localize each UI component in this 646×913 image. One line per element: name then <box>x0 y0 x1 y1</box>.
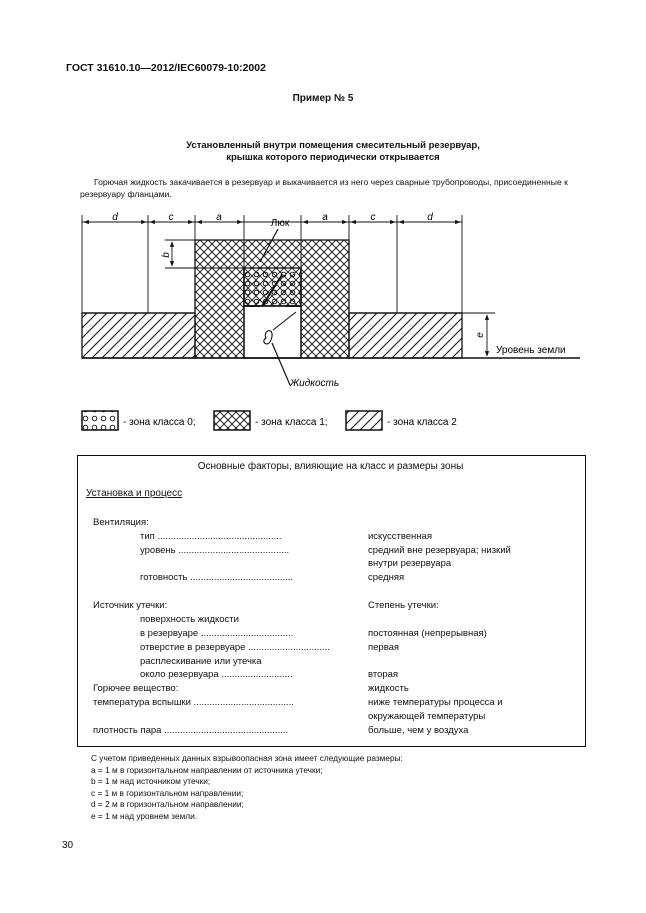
title-line-2: крышка которого периодически открывается <box>226 152 440 163</box>
vent-type-leader: ............................................... <box>157 531 282 542</box>
src2-value: первая <box>368 642 400 653</box>
density-label: плотность пара <box>93 725 162 736</box>
note-d: d = 2 м в горизонтальном направлении; <box>91 799 244 809</box>
src1-row <box>140 627 293 640</box>
intro-paragraph: Горючая жидкость закачивается в резервуар и выкачивается из него через сварные трубопроводы, присоединенные к резервуару фланцами. <box>80 177 568 199</box>
vent-avail-value: средняя <box>368 572 405 583</box>
notes-intro: С учетом приведенных данных взрывоопасная зона имеет следующие размеры: <box>91 753 403 763</box>
source-label: Источник утечки: <box>93 600 168 611</box>
substance-value: жидкость <box>368 683 409 694</box>
liquid-label: Жидкость <box>290 378 340 389</box>
flash-row <box>93 696 294 709</box>
hatch-label: Люк <box>270 218 290 229</box>
note-e: e = 1 м над уровнем земли. <box>91 810 198 821</box>
ventilation-label: Вентиляция: <box>93 517 149 528</box>
zone2-left <box>82 313 195 358</box>
vent-level-label: уровень <box>140 545 176 556</box>
title-line-1: Установленный внутри помещения смесительный резервуар, <box>186 140 480 151</box>
legend-text-zone1: - зона класса 1; <box>255 417 328 428</box>
src1-leader: ................................... <box>200 628 294 639</box>
ground-label: Уровень земли <box>496 345 566 356</box>
dim-b: b <box>161 252 172 258</box>
document-header: ГОСТ 31610.10—2012/IEC60079-10:2002 <box>66 62 266 74</box>
substance-label: Горючее вещество: <box>93 683 179 694</box>
tank <box>244 306 301 358</box>
src3-line2: около резервуара <box>140 669 219 680</box>
vent-level-value-2: внутри резервуара <box>368 558 452 569</box>
vent-avail-label: готовность <box>140 572 188 583</box>
zone0-area <box>244 268 301 306</box>
note-b: b = 1 м над источником утечки; <box>91 776 211 786</box>
note-c: c = 1 м в горизонтальном направлении; <box>91 787 244 798</box>
vent-level-row <box>140 544 289 557</box>
vent-level-leader: .......................................... <box>178 545 290 556</box>
legend-swatch-zone2 <box>346 411 382 430</box>
dim-d-left: d <box>112 212 118 223</box>
flash-value-1: ниже температуры процесса и <box>368 697 503 708</box>
src2-label: отверстие в резервуаре <box>140 642 246 653</box>
vent-type-row <box>140 530 282 543</box>
src3-line1: расплескивание или утечка <box>140 656 262 667</box>
src1-line1: поверхность жидкости <box>140 614 239 625</box>
vent-type-label: тип <box>140 531 155 542</box>
factors-title: Основные факторы, влияющие на класс и размеры зоны <box>197 461 464 472</box>
vent-level-value-1: средний вне резервуара; низкий <box>368 545 511 556</box>
legend-swatch-zone0 <box>82 411 118 430</box>
dim-a-right: a <box>322 212 328 223</box>
vent-type-value: искусственная <box>368 531 432 542</box>
legend-text-zone0: - зона класса 0; <box>123 417 196 428</box>
dim-c-left: c <box>168 212 174 223</box>
page-number: 30 <box>62 840 74 851</box>
src2-leader: ............................... <box>248 642 330 653</box>
section-heading: Установка и процесс <box>86 488 183 499</box>
legend-swatch-zone1 <box>214 411 250 430</box>
example-label: Пример № 5 <box>292 93 354 104</box>
dim-e: e <box>475 332 486 338</box>
src3-row <box>140 668 293 681</box>
legend-text-zone2: - зона класса 2 <box>387 417 457 428</box>
src3-value: вторая <box>368 669 399 680</box>
dim-c-right: c <box>370 212 376 223</box>
dim-d-right: d <box>427 212 433 223</box>
flash-value-2: окружающей температуры <box>368 711 486 722</box>
degree-label: Степень утечки: <box>368 600 439 611</box>
density-row <box>93 724 288 737</box>
src1-line2: в резервуаре <box>140 628 199 639</box>
src3-leader: ........................... <box>221 669 293 680</box>
src2-row <box>140 641 330 654</box>
vent-avail-row <box>140 571 293 584</box>
dim-a-left: a <box>216 212 222 223</box>
src1-value: постоянная (непрерывная) <box>368 628 487 639</box>
flash-label: температура вспышки <box>93 697 191 708</box>
zone-diagram <box>0 0 646 440</box>
zone2-right <box>349 313 462 358</box>
note-a: a = 1 м в горизонтальном направлении от источника утечки; <box>91 764 323 775</box>
flash-leader: ...................................... <box>193 697 294 708</box>
dimension-notes <box>91 753 403 822</box>
vent-avail-leader: ....................................... <box>190 572 294 583</box>
density-leader: ............................................... <box>164 725 289 736</box>
density-value: больше, чем у воздуха <box>368 725 469 736</box>
